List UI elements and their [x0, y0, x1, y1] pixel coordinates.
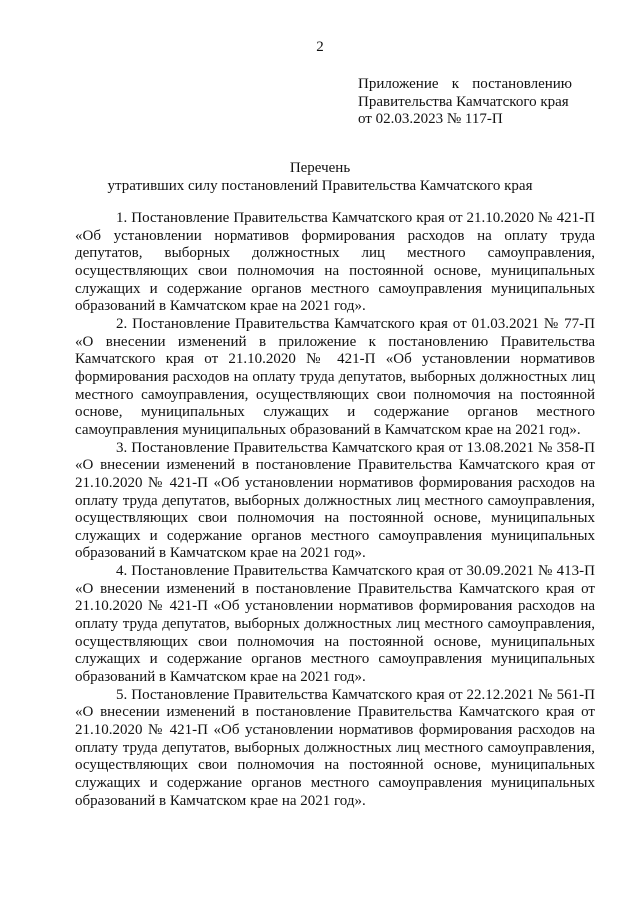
list-item-4: 4. Постановление Правительства Камчатского края от 30.09.2021 № 413-П «О внесении изменений в постановление Правительства Камчатского края от 21.10.2020 № 421-П «Об установлении нормативов формирования расходов на оплату труда депутатов, выборных должностных лиц местного самоуправления, осуществляющих свои полномочия на постоянной основе, муниципальных служащих и содержание органов местного самоуправления муниципальных образований в Камчатском крае на 2021 год». — [75, 563, 595, 686]
list-item-3: 3. Постановление Правительства Камчатского края от 13.08.2021 № 358-П «О внесении изменений в постановление Правительства Камчатского края от 21.10.2020 № 421-П «Об установлении нормативов формирования расходов на оплату труда депутатов, выборных должностных лиц местного самоуправления, осуществляющих свои полномочия на постоянной основе, муниципальных служащих и содержание органов местного самоуправления муниципальных образований в Камчатском крае на 2021 год». — [75, 439, 595, 562]
title-subheading: утративших силу постановлений Правительства Камчатского края — [107, 177, 533, 194]
appendix-line-1: Приложение к постановлению — [358, 76, 572, 92]
title-heading: Перечень — [289, 160, 351, 176]
appendix-header — [358, 76, 572, 129]
list-item-5: 5. Постановление Правительства Камчатского края от 22.12.2021 № 561-П «О внесении изменений в постановление Правительства Камчатского края от 21.10.2020 № 421-П «Об установлении нормативов формирования расходов на оплату труда депутатов, выборных должностных лиц местного самоуправления, осуществляющих свои полномочия на постоянной основе, муниципальных служащих и содержание органов местного самоуправления муниципальных образований в Камчатском крае на 2021 год». — [75, 686, 595, 809]
appendix-line-3: от 02.03.2023 № 117-П — [358, 111, 503, 127]
document-title — [0, 160, 640, 195]
appendix-line-2: Правительства Камчатского края — [358, 93, 569, 110]
page-number: 2 — [316, 39, 324, 55]
list-item-1: 1. Постановление Правительства Камчатского края от 21.10.2020 № 421-П «Об установлении нормативов формирования расходов на оплату труда депутатов, выборных должностных лиц местного самоуправления, осуществляющих свои полномочия на постоянной основе, муниципальных служащих и содержание органов местного самоуправления муниципальных образований в Камчатском крае на 2021 год». — [75, 210, 595, 315]
list-item-2: 2. Постановление Правительства Камчатского края от 01.03.2021 № 77-П «О внесении изменений в приложение к постановлению Правительства Камчатского края от 21.10.2020 № 421-П «Об установлении нормативов формирования расходов на оплату труда депутатов, выборных должностных лиц местного самоуправления, осуществляющих свои полномочия на постоянной основе, муниципальных служащих и содержание органов местного самоуправления муниципальных образований в Камчатском крае на 2021 год». — [75, 315, 595, 438]
repealed-resolutions-list — [75, 210, 595, 810]
